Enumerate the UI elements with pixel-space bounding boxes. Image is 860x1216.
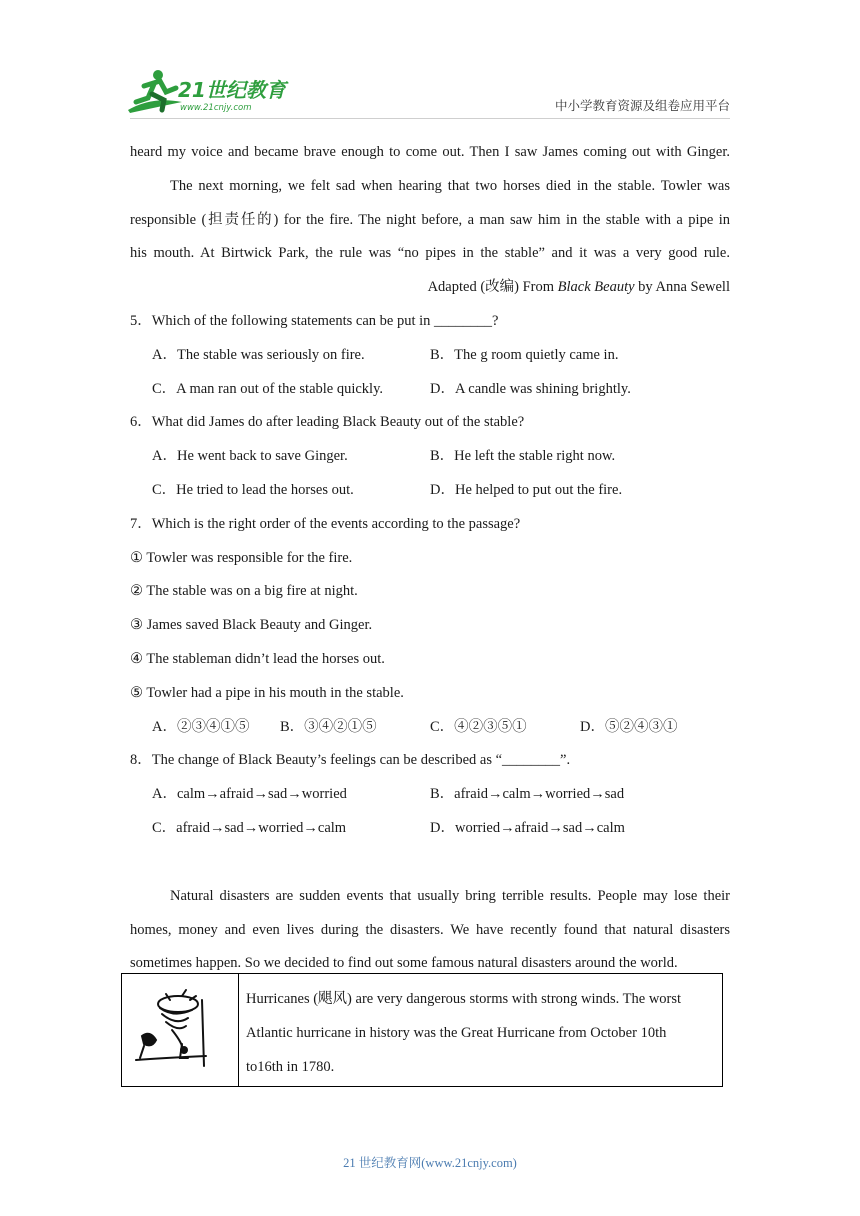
option-c: C．④②③⑤① — [430, 718, 527, 735]
spacer — [130, 846, 730, 880]
passage-line: sometimes happen. So we decided to find out some famous natural disasters around the world. — [130, 955, 678, 972]
question-8-stem: 8．The change of Black Beauty’s feelings can be described as “________”. — [130, 752, 571, 769]
option-b: B．The g room quietly came in. — [430, 346, 619, 363]
question-7-stem: 7．Which is the right order of the events according to the passage? — [130, 515, 521, 532]
passage-line: Natural disasters are sudden events that usually bring terrible results. People may lose their — [170, 887, 730, 904]
option-c: C．A man ran out of the stable quickly. — [152, 380, 384, 397]
option-a: A．calm→afraid→sad→worried — [152, 786, 347, 803]
question-6-options-cd — [130, 474, 730, 508]
passage-line: The next morning, we felt sad when hearing that two horses died in the stable. Towler was — [170, 177, 730, 194]
exam-content — [130, 136, 730, 981]
event-item: ③ James saved Black Beauty and Ginger. — [130, 617, 373, 634]
table-text-line: Hurricanes (飓风) are very dangerous storms with strong winds. The worst — [246, 991, 682, 1007]
platform-name: 中小学教育资源及组卷应用平台 — [554, 98, 730, 113]
option-b: B．afraid→calm→worried→sad — [430, 786, 625, 803]
passage-source — [130, 271, 730, 305]
question-5-stem: 5．Which of the following statements can be put in ________? — [130, 312, 499, 329]
question-7-options — [130, 711, 730, 745]
disaster-table — [121, 973, 723, 1087]
logo-21cnjy-icon — [122, 66, 292, 116]
question-5-options-cd — [130, 373, 730, 407]
question-6-options-ab — [130, 440, 730, 474]
page-header — [0, 0, 860, 130]
question-8-options-ab — [130, 778, 730, 812]
header-divider — [130, 118, 730, 119]
tornado-sketch-icon — [122, 974, 238, 1086]
table-text-line: to16th in 1780. — [246, 1059, 335, 1075]
logo-text: 21世纪教育 — [178, 78, 286, 102]
question-6-stem: 6．What did James do after leading Black Beauty out of the stable? — [130, 414, 525, 431]
option-d: D．⑤②④③① — [580, 718, 678, 735]
event-item: ⑤ Towler had a pipe in his mouth in the stable. — [130, 684, 404, 701]
event-item: ① Towler was responsible for the fire. — [130, 549, 353, 566]
passage-line: homes, money and even lives during the disasters. We have recently found that natural disasters — [130, 921, 730, 938]
page-footer: 21 世纪教育网(www.21cnjy.com) — [343, 1156, 517, 1170]
source-title: Black Beauty — [557, 279, 635, 296]
logo-url: www.21cnjy.com — [180, 103, 252, 113]
option-a: A．The stable was seriously on fire. — [152, 346, 365, 363]
passage-line: his mouth. At Birtwick Park, the rule was “no pipes in the stable” and it was a very good rule. — [130, 245, 730, 262]
table-text-line: Atlantic hurricane in history was the Great Hurricane from October 10th — [246, 1025, 667, 1041]
passage-line: heard my voice and became brave enough to come out. Then I saw James coming out with Ginger. — [130, 144, 730, 160]
option-b: B．He left the stable right now. — [430, 448, 616, 465]
question-5-options-ab — [130, 339, 730, 373]
option-d: D．He helped to put out the fire. — [430, 481, 623, 498]
option-a: A．②③④①⑤ — [152, 718, 250, 735]
option-c: C．afraid→sad→worried→calm — [152, 819, 347, 836]
table-image-cell — [122, 974, 239, 1086]
passage-line: responsible (担责任的) for the fire. The night before, a man saw him in the stable with a pipe in — [130, 211, 730, 228]
source-prefix: Adapted (改编) From — [427, 279, 558, 296]
option-d: D．A candle was shining brightly. — [430, 380, 631, 397]
event-item: ② The stable was on a big fire at night. — [130, 583, 358, 600]
table-text-cell — [246, 982, 716, 1084]
event-item: ④ The stableman didn’t lead the horses out. — [130, 650, 385, 667]
option-c: C．He tried to lead the horses out. — [152, 481, 354, 498]
source-suffix: by Anna Sewell — [634, 279, 730, 296]
option-d: D．worried→afraid→sad→calm — [430, 819, 625, 836]
option-b: B．③④②①⑤ — [280, 718, 377, 735]
option-a: A．He went back to save Ginger. — [152, 448, 348, 465]
question-8-options-cd — [130, 812, 730, 846]
